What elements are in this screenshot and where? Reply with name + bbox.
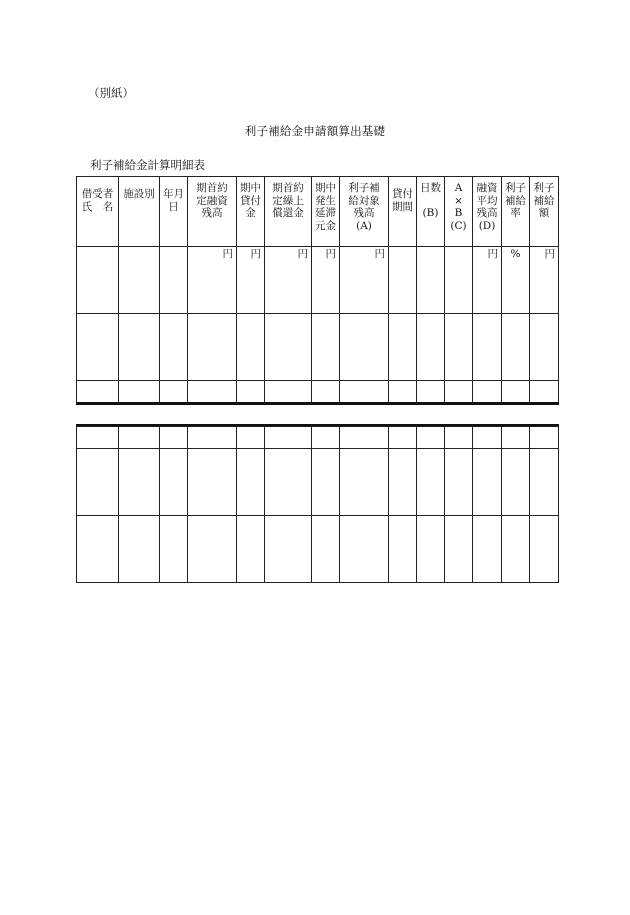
table-cell (160, 314, 188, 381)
table-row (77, 381, 559, 403)
table-cell (119, 516, 160, 583)
table-cell (340, 449, 389, 516)
header-cell-loan-period: 貸付 期間 (389, 177, 417, 247)
header-cell-date: 年月 日 (160, 177, 188, 247)
table-cell (119, 449, 160, 516)
table-cell (473, 449, 502, 516)
unit-percent: % (510, 248, 521, 260)
table-cell (417, 381, 445, 403)
table-row (77, 247, 559, 314)
table-cell (389, 314, 417, 381)
table-cell (265, 516, 312, 583)
table-cell (265, 381, 312, 403)
unit-yen: 円 (250, 248, 261, 260)
table-cell (119, 427, 160, 449)
table-cell (389, 449, 417, 516)
table-row (77, 314, 559, 381)
table-cell (502, 314, 530, 381)
header-cell-axb: A × B (C) (445, 177, 473, 247)
unit-yen: 円 (325, 248, 336, 260)
table-cell (312, 247, 340, 314)
table-cell (237, 427, 265, 449)
table-cell (188, 516, 237, 583)
table-cell (160, 449, 188, 516)
header-cell-borrower: 借受者 氏 名 (77, 177, 119, 247)
table-cell (237, 314, 265, 381)
table-cell (265, 314, 312, 381)
unit-yen: 円 (297, 248, 308, 260)
table-cell (417, 516, 445, 583)
table-cell (445, 427, 473, 449)
table-cell (119, 247, 160, 314)
table-cell (188, 247, 237, 314)
table-cell (160, 247, 188, 314)
table-cell (340, 427, 389, 449)
table-cell (340, 247, 389, 314)
header-cell-subsidy-balance: 利子補 給対象 残高 (A) (340, 177, 389, 247)
header-row (77, 177, 559, 247)
table-row (77, 516, 559, 583)
header-cell-early-repayment: 期首約 定繰上 償還金 (265, 177, 312, 247)
table-cell (502, 247, 530, 314)
table-cell (77, 381, 119, 403)
table-cell (119, 314, 160, 381)
table-row (77, 427, 559, 449)
table-cell (530, 449, 559, 516)
table-cell (160, 516, 188, 583)
document-title: 利子補給金申請額算出基礎 (244, 124, 386, 138)
table-cell (502, 449, 530, 516)
unit-yen: 円 (374, 248, 385, 260)
table-cell (417, 427, 445, 449)
calculation-table-bottom (76, 426, 559, 583)
unit-yen: 円 (487, 248, 498, 260)
calculation-table-top (76, 176, 559, 403)
table-cell (237, 247, 265, 314)
table-cell (312, 449, 340, 516)
header-cell-days: 日数 (B) (417, 177, 445, 247)
table-title: 利子補給金計算明細表 (90, 158, 205, 172)
table-cell (119, 381, 160, 403)
table-cell (265, 427, 312, 449)
table-cell (417, 314, 445, 381)
table-cell (312, 381, 340, 403)
table-break-line-top (76, 402, 559, 405)
table-cell (473, 247, 502, 314)
table-cell (445, 381, 473, 403)
table-cell (445, 449, 473, 516)
table-cell (530, 247, 559, 314)
table-cell (389, 427, 417, 449)
table-cell (389, 381, 417, 403)
header-cell-opening-balance: 期首約 定融資 残高 (188, 177, 237, 247)
table-cell (77, 516, 119, 583)
table-cell (389, 516, 417, 583)
header-cell-period-loan: 期中 貸付 金 (237, 177, 265, 247)
table-cell (502, 516, 530, 583)
table-cell (502, 427, 530, 449)
table-cell (417, 247, 445, 314)
unit-yen: 円 (222, 248, 233, 260)
table-cell (530, 427, 559, 449)
table-cell (530, 381, 559, 403)
table-cell (188, 314, 237, 381)
table-cell (445, 247, 473, 314)
table-cell (473, 516, 502, 583)
header-cell-overdue-principal: 期中 発生 延滞 元金 (312, 177, 340, 247)
header-cell-facility: 施設別 (119, 177, 160, 247)
table-cell (77, 247, 119, 314)
header-cell-subsidy-amount: 利子 補給 額 (530, 177, 559, 247)
header-cell-average-balance: 融資 平均 残高 (D) (473, 177, 502, 247)
table-cell (473, 381, 502, 403)
table-cell (389, 247, 417, 314)
table-cell (530, 314, 559, 381)
table-cell (265, 449, 312, 516)
table-cell (77, 449, 119, 516)
table-cell (188, 449, 237, 516)
table-cell (312, 516, 340, 583)
table-cell (312, 314, 340, 381)
table-cell (530, 516, 559, 583)
table-cell (160, 427, 188, 449)
table-cell (473, 314, 502, 381)
table-cell (502, 381, 530, 403)
table-cell (77, 314, 119, 381)
table-cell (445, 516, 473, 583)
table-cell (188, 381, 237, 403)
table-cell (445, 314, 473, 381)
table-cell (340, 381, 389, 403)
table-cell (237, 449, 265, 516)
table-cell (237, 381, 265, 403)
table-cell (237, 516, 265, 583)
table-cell (188, 427, 237, 449)
attachment-note: （別紙） (88, 86, 134, 100)
unit-yen: 円 (544, 248, 555, 260)
table-cell (312, 427, 340, 449)
table-row (77, 449, 559, 516)
table-cell (340, 516, 389, 583)
table-cell (265, 247, 312, 314)
table-cell (417, 449, 445, 516)
table-cell (473, 427, 502, 449)
table-cell (160, 381, 188, 403)
table-cell (77, 427, 119, 449)
table-cell (340, 314, 389, 381)
header-cell-subsidy-rate: 利子 補給 率 (502, 177, 530, 247)
